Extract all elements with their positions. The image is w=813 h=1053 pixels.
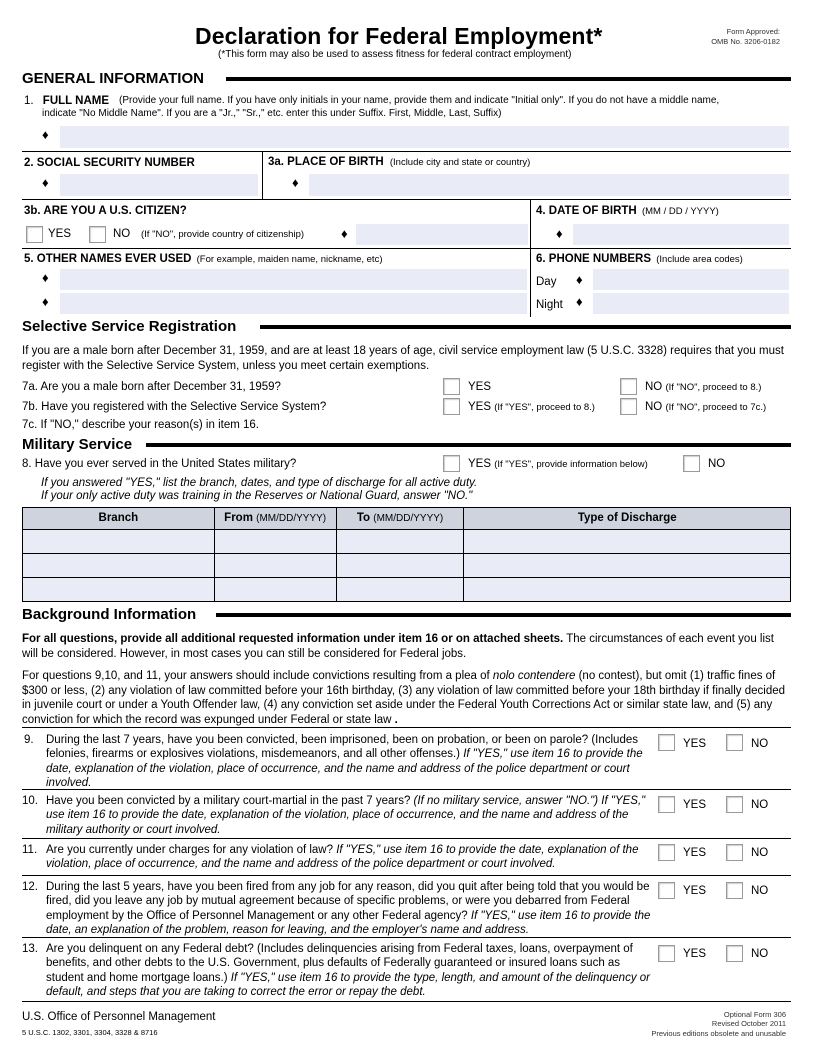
q10-divider: [22, 789, 791, 790]
q9-yes-checkbox[interactable]: [658, 734, 675, 751]
q1-title: FULL NAME: [42, 95, 110, 107]
q13-number: 13.: [22, 943, 38, 955]
from-cell[interactable]: [214, 578, 336, 602]
omb-approval: [711, 27, 780, 47]
background-intro-2: [22, 669, 792, 728]
q4-help: (MM / DD / YYYY): [641, 206, 719, 217]
q12-text-italic: If "YES," use item 16 to provide the date, an explanation of the problem, reason for leaving, and the employer's name and address.: [46, 909, 651, 937]
q11-text: [46, 843, 651, 872]
q11-no-label: NO: [751, 847, 769, 859]
footer-revised: Revised October 2011: [711, 1019, 786, 1029]
q10-text-main: Have you been convicted by a military court-martial in the past 7 years?: [46, 795, 414, 807]
q3b-label: [24, 204, 187, 218]
q10-no-label: NO: [751, 799, 769, 811]
q1-help-line-2: indicate "No Middle Name". If you are a "Jr.," "Sr.," etc. enter this under Suffix. First, Middle, Last, Suffix): [42, 108, 502, 119]
q5-title: 5. OTHER NAMES EVER USED: [24, 253, 192, 265]
branch-cell[interactable]: [23, 530, 215, 554]
background-intro-2-a: For questions 9,10, and 11, your answers should include convictions resulting from a plea of: [22, 670, 493, 682]
q13-divider: [22, 937, 791, 938]
q7a-no-help: (If "NO", proceed to 8.): [665, 382, 762, 393]
q8-yes-help: (If "YES", provide information below): [494, 459, 648, 470]
q3b-yes-checkbox[interactable]: [26, 226, 43, 243]
col-discharge-label: Type of Discharge: [577, 512, 677, 525]
divider-v-2: [530, 199, 531, 317]
military-note-line-2: If your only active duty was training in the Reserves or National Guard, answer "NO.": [41, 490, 473, 502]
background-intro-2-end: .: [394, 714, 398, 727]
q11-number: 11.: [22, 844, 38, 856]
q8-yes-checkbox[interactable]: [443, 455, 460, 472]
q11-yes-checkbox[interactable]: [658, 844, 675, 861]
background-info-heading: Background Information: [22, 606, 197, 623]
branch-cell[interactable]: [23, 578, 215, 602]
col-branch: [23, 508, 215, 530]
q7a-no-text: NO: [645, 381, 663, 393]
q13-yes-checkbox[interactable]: [658, 945, 675, 962]
col-discharge: [464, 508, 791, 530]
q12-yes-checkbox[interactable]: [658, 882, 675, 899]
background-intro-2-italic: nolo contendere: [492, 670, 576, 682]
q6-label: [536, 252, 743, 266]
from-cell[interactable]: [214, 554, 336, 578]
discharge-cell[interactable]: [464, 578, 791, 602]
q5-diamond-icon-2: ♦: [42, 294, 49, 309]
col-from: [214, 508, 336, 530]
q9-divider: [22, 727, 791, 728]
q10-yes-label: YES: [683, 799, 707, 811]
q2-label: [24, 156, 195, 170]
q4-diamond-icon: ♦: [556, 226, 563, 241]
q10-text: [46, 794, 651, 837]
selective-service-bar: [260, 325, 791, 329]
col-to: [336, 508, 464, 530]
col-to-label: To: [356, 512, 371, 525]
q8-text: 8. Have you ever served in the United States military?: [22, 458, 297, 470]
military-history-table: [22, 507, 791, 602]
q10-no-checkbox[interactable]: [726, 796, 743, 813]
q7c-text: 7c. If "NO," describe your reason(s) in item 16.: [22, 419, 259, 431]
q12-number: 12.: [22, 881, 38, 893]
footer-previous: Previous editions obsolete and unusable: [651, 1028, 786, 1038]
selective-service-heading: Selective Service Registration: [22, 318, 237, 335]
q13-text: [46, 942, 651, 1000]
footer-agency: U.S. Office of Personnel Management: [22, 1011, 216, 1023]
to-cell[interactable]: [336, 578, 464, 602]
q9-yes-label: YES: [683, 738, 707, 750]
q9-text-italic: If "YES," use item 16 to provide the date, explanation of the violation, place of occurrence, and the name and address of the police department or court involved.: [46, 748, 643, 790]
footer-codes: 5 U.S.C. 1302, 3301, 3304, 3328 & 8716: [22, 1028, 158, 1037]
q5-label: [24, 252, 382, 266]
q8-no-label: NO: [708, 458, 726, 470]
place-of-birth-field[interactable]: [309, 174, 789, 196]
q13-text-main: Are you delinquent on any Federal debt? (Includes delinquencies arising from Federal taxes, loans, overpayment of benefits, and other debts to the U.S. Government, plus defaults of Federally guaranteed or insured loans such as student and home mortgage loans.): [46, 943, 633, 984]
q3b-no-label: NO: [113, 228, 131, 240]
form-subtitle: (*This form may also be used to assess fitness for federal contract employment): [218, 49, 572, 60]
military-service-bar: [146, 443, 791, 447]
q1-help-line-1: (Provide your full name. If you have only initials in your name, provide them and indicate "Initial only". If you do not have a middle name,: [119, 95, 720, 106]
q12-yes-label: YES: [683, 885, 707, 897]
col-to-sub: (MM/DD/YYYY): [373, 513, 444, 525]
q7b-no-label: [645, 400, 766, 414]
discharge-cell[interactable]: [464, 554, 791, 578]
q11-text-main: Are you currently under charges for any violation of law?: [46, 844, 337, 856]
q1-number: 1.: [24, 95, 34, 107]
q3a-help: (Include city and state or country): [389, 157, 531, 168]
full-name-field[interactable]: [60, 126, 789, 148]
q12-no-label: NO: [751, 885, 769, 897]
ssn-field[interactable]: [60, 174, 258, 196]
q7b-text: 7b. Have you registered with the Selective Service System?: [22, 401, 327, 413]
q7a-text: 7a. Are you a male born after December 31, 1959?: [22, 381, 281, 393]
background-intro-1-bold: For all questions, provide all additional requested information under item 16 or on attached sheets.: [22, 633, 564, 645]
q13-text-italic: If "YES," use item 16 to provide the type, length, and amount of the delinquency or default, and steps that you are taking to correct the error or repay the debt.: [46, 971, 650, 999]
to-cell[interactable]: [336, 554, 464, 578]
q5-diamond-icon-1: ♦: [42, 270, 49, 285]
divider-v-1: [262, 151, 263, 200]
background-intro-1: [22, 632, 792, 661]
q2-title: 2. SOCIAL SECURITY NUMBER: [24, 157, 195, 169]
q13-no-checkbox[interactable]: [726, 945, 743, 962]
q12-text-main: During the last 5 years, have you been fired from any job for any reason, did you quit after being told that you would be fired, did you leave any job by mutual agreement because of specific problems, or were you debarred from Federal employment by the Office of Personnel Management or any other Federal agency?: [46, 881, 650, 922]
q2-diamond-icon: ♦: [42, 175, 49, 190]
branch-cell[interactable]: [23, 554, 215, 578]
q3b-title: 3b. ARE YOU A U.S. CITIZEN?: [24, 205, 187, 217]
q7a-no-label: [645, 380, 761, 394]
q9-no-label: NO: [751, 738, 769, 750]
q1-label: [24, 94, 109, 108]
q11-divider: [22, 838, 791, 839]
q9-no-checkbox[interactable]: [726, 734, 743, 751]
q7b-yes-text: YES: [468, 401, 492, 413]
q5-help: (For example, maiden name, nickname, etc): [196, 254, 383, 265]
to-cell[interactable]: [336, 530, 464, 554]
q7b-no-text: NO: [645, 401, 663, 413]
q7b-yes-help: (If "YES", proceed to 8.): [494, 402, 595, 413]
background-intro-1-rest: The circumstances of each event you list will be considered. However, in most cases you can still be considered for Federal jobs.: [22, 633, 774, 660]
q7b-no-help: (If "NO", proceed to 7c.): [665, 402, 767, 413]
q13-no-label: NO: [751, 948, 769, 960]
divider-1: [22, 151, 791, 152]
q3a-diamond-icon: ♦: [292, 175, 299, 190]
q3b-help: (If "NO", provide country of citizenship): [141, 229, 305, 240]
q4-title: 4. DATE OF BIRTH: [536, 205, 637, 217]
q3b-no-checkbox[interactable]: [89, 226, 106, 243]
q6-night-label: Night: [536, 299, 563, 311]
day-phone-field[interactable]: [593, 269, 789, 290]
q7b-yes-checkbox[interactable]: [443, 398, 460, 415]
q11-text-italic: If "YES," use item 16 to provide the date, explanation of the violation, place of occurrence, and the name and address of the police department or court involved.: [46, 844, 639, 871]
q6-night-diamond-icon: ♦: [576, 294, 583, 309]
q8-yes-text: YES: [468, 458, 492, 470]
q9-number: 9.: [24, 734, 34, 746]
q3a-label: [268, 155, 530, 169]
background-info-bar: [216, 613, 791, 617]
general-info-bar: [226, 77, 791, 81]
table-row: [23, 578, 791, 602]
q9-text: [46, 733, 651, 791]
q6-help: (Include area codes): [656, 254, 743, 265]
q6-day-label: Day: [536, 276, 557, 288]
q8-no-checkbox[interactable]: [683, 455, 700, 472]
q7b-no-checkbox[interactable]: [620, 398, 637, 415]
q7a-yes-checkbox[interactable]: [443, 378, 460, 395]
table-row: [23, 554, 791, 578]
col-from-sub: (MM/DD/YYYY): [256, 513, 327, 525]
q10-number: 10.: [22, 795, 38, 807]
q10-text-italic: (If no military service, answer "NO.") If "YES," use item 16 to provide the date, explanation of the violation, place of occurrence, and the name and address of the military authority or court involved.: [46, 795, 646, 836]
q12-text: [46, 880, 656, 938]
from-cell[interactable]: [214, 530, 336, 554]
night-phone-field[interactable]: [593, 293, 789, 314]
other-names-field-2[interactable]: [60, 293, 527, 314]
citizenship-country-field[interactable]: [356, 224, 528, 245]
selective-service-intro: If you are a male born after December 31, 1959, and are at least 18 years of age, civil service employment law (5 U.S.C. 3328) requires that you must register with the Selective Service System, unless you meet certain exemptions.: [22, 345, 784, 372]
form-title: Declaration for Federal Employment*: [195, 23, 603, 49]
divider-3: [22, 248, 791, 249]
q6-title: 6. PHONE NUMBERS: [536, 253, 652, 265]
q11-no-checkbox[interactable]: [726, 844, 743, 861]
q6-day-diamond-icon: ♦: [576, 272, 583, 287]
background-intro-2-b: (no contest), but omit (1) traffic fines of $300 or less, (2) any violation of law committed before your 16th birthday, (3) any violation of law committed before your 18th birthday if finally decided in juvenile court or under a Youth Offender law, (4) any conviction set aside under the Federal Youth Corrections Act or similar state law, and (5) any conviction for which the record was expunged under Federal or state law: [22, 670, 786, 727]
discharge-cell[interactable]: [464, 530, 791, 554]
q12-no-checkbox[interactable]: [726, 882, 743, 899]
footer-form: Optional Form 306: [723, 1010, 786, 1019]
q7a-yes-label: YES: [468, 381, 492, 393]
table-header-row: [23, 508, 791, 530]
q4-label: [536, 204, 719, 218]
q3b-yes-label: YES: [48, 228, 72, 240]
q13-yes-label: YES: [683, 948, 707, 960]
q7a-no-checkbox[interactable]: [620, 378, 637, 395]
q3a-title: 3a. PLACE OF BIRTH: [268, 156, 384, 168]
divider-2: [22, 199, 791, 200]
q11-yes-label: YES: [683, 847, 707, 859]
q3b-diamond-icon: ♦: [341, 226, 348, 241]
q7b-yes-label: [468, 400, 595, 414]
other-names-field-1[interactable]: [60, 269, 527, 290]
military-service-heading: Military Service: [22, 436, 133, 453]
col-branch-label: Branch: [98, 512, 139, 525]
q8-yes-label: [468, 457, 648, 471]
q10-yes-checkbox[interactable]: [658, 796, 675, 813]
col-from-label: From: [224, 512, 253, 525]
q1-diamond-icon: ♦: [42, 127, 49, 142]
omb-line-1: Form Approved:: [726, 27, 780, 36]
general-info-heading: GENERAL INFORMATION: [22, 70, 204, 87]
footer-form-info: [651, 1010, 786, 1038]
omb-line-2: OMB No. 3206-0182: [711, 36, 780, 46]
table-row: [23, 530, 791, 554]
date-of-birth-field[interactable]: [573, 224, 789, 245]
q12-divider: [22, 875, 791, 876]
footer-divider: [22, 1001, 791, 1002]
q9-text-main: During the last 7 years, have you been convicted, been imprisoned, been on probation, or been on parole? (Includes felonies, firearms or explosives violations, misdemeanors, and all other offenses.): [46, 734, 638, 761]
military-note-line-1: If you answered "YES," list the branch, dates, and type of discharge for all active duty.: [41, 477, 478, 489]
